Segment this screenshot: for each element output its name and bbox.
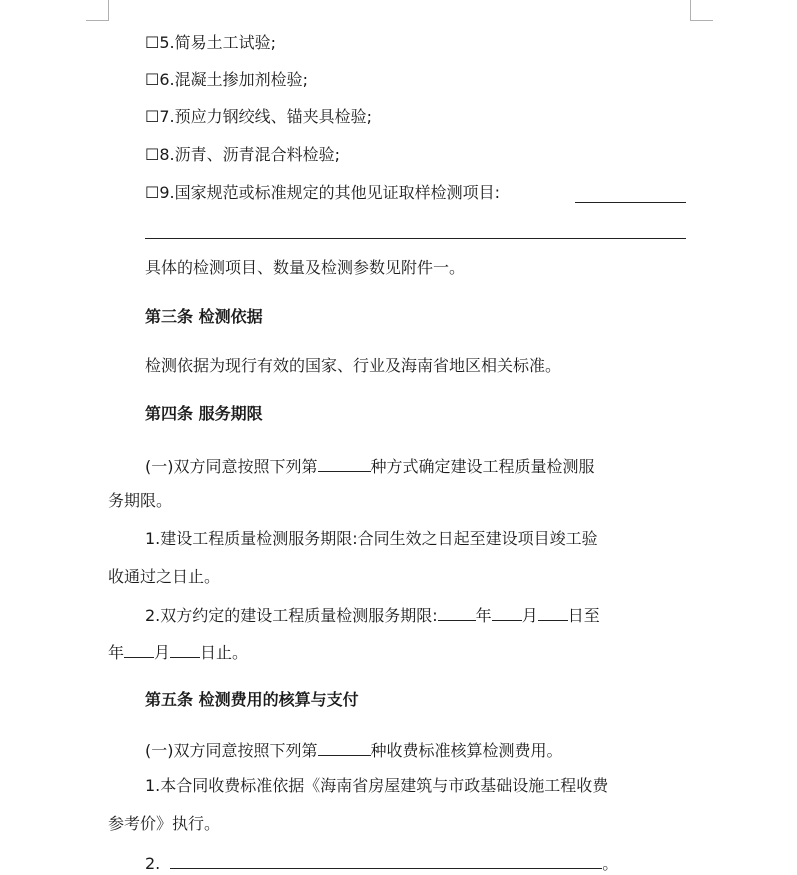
checklist-item-5 [145, 33, 276, 53]
article-5-item1-line2: 参考价》执行。 [108, 814, 221, 833]
article-4-item2-line2: 年 月 日止。 [108, 643, 249, 662]
checkbox-icon[interactable]: ☐ [145, 70, 160, 89]
fill-in-blank-end-day[interactable] [170, 641, 200, 658]
page-corner-mark-left [86, 0, 109, 21]
checklist-item-text: 8.沥青、沥青混合料检验; [159, 145, 341, 164]
article-4-item2-line1: 2.双方约定的建设工程质量检测服务期限: 年 月 日至 [145, 606, 600, 625]
fill-in-blank-other-items[interactable] [575, 186, 686, 203]
fill-in-blank-start-month[interactable] [492, 604, 522, 621]
article-5-heading: 第五条 检测费用的核算与支付 [145, 690, 359, 709]
checkbox-icon[interactable]: ☐ [145, 33, 160, 52]
checkbox-icon[interactable]: ☐ [145, 107, 160, 126]
article-4-para1: (一)双方同意按照下列第 种方式确定建设工程质量检测服 [145, 457, 595, 476]
article-4-heading: 第四条 服务期限 [145, 404, 263, 423]
fill-in-line-other-items[interactable] [145, 238, 686, 239]
checklist-item-9 [145, 183, 500, 203]
fill-in-blank-fee-standard[interactable] [318, 739, 371, 756]
checklist-item-6 [145, 70, 308, 90]
detail-note: 具体的检测项目、数量及检测参数见附件一。 [145, 258, 466, 277]
fill-in-blank-fee-item2[interactable] [170, 852, 602, 869]
checklist-item-text: 7.预应力钢绞线、锚夹具检验; [159, 107, 373, 126]
checklist-item-text: 5.简易土工试验; [159, 33, 277, 52]
fill-in-blank-method[interactable] [318, 455, 371, 472]
article-4-item1-line1: 1.建设工程质量检测服务期限:合同生效之日起至建设项目竣工验 [145, 529, 598, 548]
checklist-item-8 [145, 145, 340, 165]
article-5-para1: (一)双方同意按照下列第 种收费标准核算检测费用。 [145, 741, 563, 760]
checkbox-icon[interactable]: ☐ [145, 183, 160, 202]
checkbox-icon[interactable]: ☐ [145, 145, 160, 164]
article-5-item1-line1: 1.本合同收费标准依据《海南省房屋建筑与市政基础设施工程收费 [145, 776, 609, 795]
fill-in-blank-start-year[interactable] [438, 604, 476, 621]
article-4-item1-line2: 收通过之日止。 [108, 567, 221, 586]
page-corner-mark-right [690, 0, 713, 21]
fill-in-blank-start-day[interactable] [538, 604, 568, 621]
checklist-item-text: 6.混凝土掺加剂检验; [159, 70, 309, 89]
fill-in-blank-end-month[interactable] [124, 641, 154, 658]
article-4-para1-cont: 务期限。 [108, 491, 173, 510]
article-3-body: 检测依据为现行有效的国家、行业及海南省地区相关标准。 [145, 356, 562, 375]
article-5-item2: 2. 。 [145, 854, 619, 873]
article-3-heading: 第三条 检测依据 [145, 307, 263, 326]
checklist-item-text: 9.国家规范或标准规定的其他见证取样检测项目: [159, 183, 501, 202]
checklist-item-7 [145, 107, 372, 127]
